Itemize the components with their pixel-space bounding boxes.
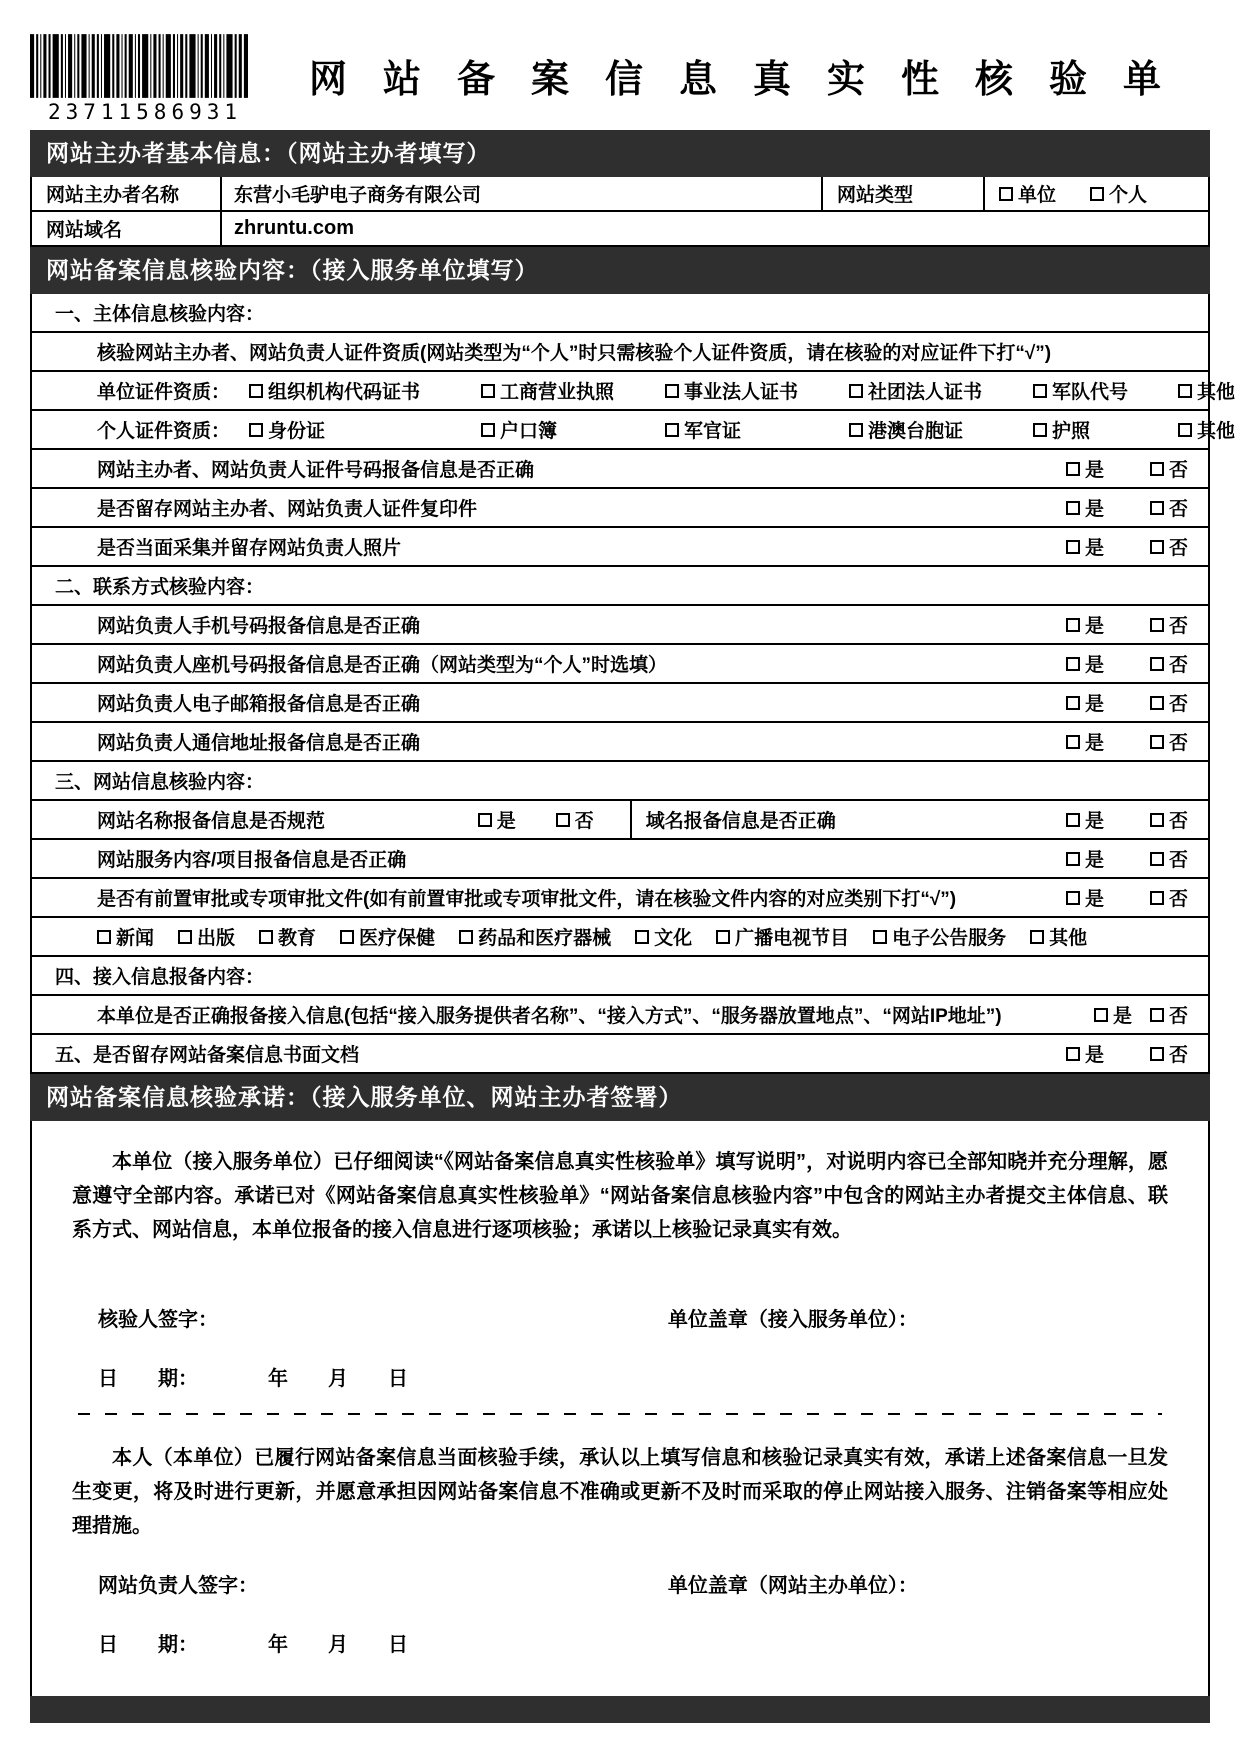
organizer-seal-label: 单位盖章（网站主办单位）： bbox=[667, 1575, 918, 1597]
no-checkbox[interactable] bbox=[1150, 1040, 1188, 1067]
no-label: 否 bbox=[1168, 889, 1188, 910]
checkbox-option-label: 工商营业执照 bbox=[500, 382, 615, 403]
yes-checkbox[interactable] bbox=[478, 806, 516, 833]
yes-no-group bbox=[1066, 455, 1196, 482]
unit-cert-checkbox-option[interactable] bbox=[665, 377, 849, 404]
checkbox-icon[interactable] bbox=[1066, 540, 1080, 554]
commitment-box bbox=[30, 1121, 1210, 1696]
yes-label: 是 bbox=[1112, 1006, 1132, 1027]
approval-category-checkbox-option[interactable] bbox=[259, 923, 316, 950]
site-name-domain-row bbox=[32, 801, 1208, 840]
yes-no-group bbox=[1066, 1040, 1196, 1067]
question-label: 网站负责人通信地址报备信息是否正确 bbox=[97, 733, 421, 754]
no-checkbox[interactable] bbox=[1150, 1001, 1188, 1028]
site-type-checkbox-option[interactable] bbox=[999, 180, 1056, 207]
checkbox-icon[interactable] bbox=[1150, 696, 1164, 710]
no-label: 否 bbox=[1168, 655, 1188, 676]
yes-no-group bbox=[1066, 533, 1196, 560]
domain-value: zhruntu.com bbox=[234, 217, 354, 239]
yes-label: 是 bbox=[1084, 811, 1104, 832]
yes-checkbox[interactable] bbox=[1066, 455, 1104, 482]
unit-cert-checkbox-option[interactable] bbox=[1178, 377, 1235, 404]
yes-checkbox[interactable] bbox=[1066, 689, 1104, 716]
checkbox-icon[interactable] bbox=[873, 930, 887, 944]
yes-label: 是 bbox=[1084, 538, 1104, 559]
barcode-number: 23711586931 bbox=[47, 100, 243, 124]
site-type-label: 网站类型 bbox=[821, 177, 983, 210]
question-label: 是否留存网站主办者、网站负责人证件复印件 bbox=[97, 499, 478, 520]
barcode-image bbox=[30, 34, 248, 98]
checkbox-icon[interactable] bbox=[1150, 1008, 1164, 1022]
isp-seal-label: 单位盖章（接入服务单位）： bbox=[667, 1309, 918, 1331]
checkbox-icon[interactable] bbox=[178, 930, 192, 944]
part4-heading-row bbox=[32, 957, 1208, 996]
checkbox-icon[interactable] bbox=[635, 930, 649, 944]
part3-heading-row bbox=[32, 762, 1208, 801]
question-label: 网站负责人电子邮箱报备信息是否正确 bbox=[97, 694, 421, 715]
basic-info-table bbox=[30, 177, 1210, 247]
section-commitment-title: 网站备案信息核验承诺：（接入服务单位、网站主办者签署） bbox=[46, 1084, 683, 1110]
personal-cert-checkbox-option[interactable] bbox=[1033, 416, 1178, 443]
unit-cert-row bbox=[32, 372, 1236, 411]
no-label: 否 bbox=[1168, 850, 1188, 871]
checkbox-option-label: 单位 bbox=[1018, 185, 1057, 206]
no-label: 否 bbox=[1168, 811, 1188, 832]
checkbox-option-label: 广播电视节目 bbox=[735, 928, 850, 949]
part2-heading: 二、联系方式核验内容： bbox=[55, 577, 265, 598]
checkbox-icon[interactable] bbox=[849, 423, 863, 437]
checkbox-icon[interactable] bbox=[1066, 696, 1080, 710]
mobile-question-row bbox=[32, 606, 1208, 645]
personal-cert-checkbox-option[interactable] bbox=[481, 416, 665, 443]
checkbox-icon[interactable] bbox=[1066, 462, 1080, 476]
no-label: 否 bbox=[574, 811, 594, 832]
date-label: 日 期： bbox=[98, 1634, 198, 1656]
checkbox-option-label: 电子公告服务 bbox=[892, 928, 1007, 949]
no-checkbox[interactable] bbox=[1150, 806, 1188, 833]
verifier-signature-row bbox=[72, 1303, 1168, 1332]
checkbox-icon[interactable] bbox=[1033, 423, 1047, 437]
no-label: 否 bbox=[1168, 616, 1188, 637]
checkbox-icon[interactable] bbox=[1150, 501, 1164, 515]
yes-label: 是 bbox=[1084, 499, 1104, 520]
approval-category-checkbox-option[interactable] bbox=[459, 923, 611, 950]
checkbox-icon[interactable] bbox=[1094, 1008, 1108, 1022]
photo-question-row bbox=[32, 528, 1208, 567]
yes-no-group bbox=[478, 806, 602, 833]
responsible-signature-label: 网站负责人签字： bbox=[98, 1575, 258, 1597]
checkbox-option-label: 其他 bbox=[1049, 928, 1088, 949]
checkbox-icon[interactable] bbox=[1066, 852, 1080, 866]
footer-bar bbox=[30, 1696, 1210, 1723]
checkbox-icon[interactable] bbox=[481, 423, 495, 437]
checkbox-icon[interactable] bbox=[1150, 618, 1164, 632]
checkbox-option-label: 医疗保健 bbox=[359, 928, 436, 949]
form-title: 网站备案信息真实性核验单 bbox=[308, 59, 1197, 101]
yes-checkbox[interactable] bbox=[1066, 806, 1104, 833]
no-checkbox[interactable] bbox=[1150, 728, 1188, 755]
approval-categories-row bbox=[32, 918, 1208, 957]
question-label: 网站名称报备信息是否规范 bbox=[97, 811, 326, 832]
checkbox-icon[interactable] bbox=[1150, 813, 1164, 827]
no-checkbox[interactable] bbox=[1150, 533, 1188, 560]
yes-label: 是 bbox=[496, 811, 516, 832]
approval-category-checkbox-option[interactable] bbox=[1030, 923, 1087, 950]
yes-checkbox[interactable] bbox=[1066, 845, 1104, 872]
section-basic-info-header bbox=[30, 130, 1210, 177]
part4-heading: 四、接入信息报备内容： bbox=[55, 967, 265, 988]
checkbox-icon[interactable] bbox=[665, 384, 679, 398]
checkbox-icon[interactable] bbox=[665, 423, 679, 437]
dashed-divider bbox=[78, 1413, 1162, 1415]
question-label: 网站负责人手机号码报备信息是否正确 bbox=[97, 616, 421, 637]
yes-no-group bbox=[1066, 884, 1196, 911]
question-label: 网站负责人座机号码报备信息是否正确（网站类型为“个人”时选填） bbox=[97, 655, 668, 676]
no-checkbox[interactable] bbox=[1150, 689, 1188, 716]
checkbox-option-label: 港澳台胞证 bbox=[868, 421, 964, 442]
section-verify-title: 网站备案信息核验内容：（接入服务单位填写） bbox=[46, 257, 539, 283]
personal-cert-checkbox-option[interactable] bbox=[849, 416, 1033, 443]
no-checkbox[interactable] bbox=[1150, 494, 1188, 521]
cert-number-question-row bbox=[32, 450, 1208, 489]
yes-checkbox[interactable] bbox=[1066, 494, 1104, 521]
checkbox-option-label: 其他 bbox=[1197, 421, 1236, 442]
yes-checkbox[interactable] bbox=[1066, 884, 1104, 911]
unit-cert-checkbox-option[interactable] bbox=[481, 377, 665, 404]
checkbox-option-label: 个人 bbox=[1109, 185, 1148, 206]
yes-no-group bbox=[1066, 650, 1196, 677]
commitment-paragraph-isp: 本单位（接入服务单位）已仔细阅读“《网站备案信息真实性核验单》填写说明”，对说明内容已全部知晓并充分理解，愿意遵守全部内容。承诺已对《网站备案信息真实性核验单》“网站备案信息核验内容”中包含的网站主办者提交主体信息、联系方式、网站信息，本单位报备的接入信息进行逐项核验；承诺以上核验记录真实有效。 bbox=[72, 1151, 1168, 1241]
checkbox-option-label: 军队代号 bbox=[1052, 382, 1129, 403]
checkbox-option-label: 组织机构代码证书 bbox=[268, 382, 421, 403]
no-label: 否 bbox=[1168, 694, 1188, 715]
question-label: 网站服务内容/项目报备信息是否正确 bbox=[97, 850, 407, 871]
no-checkbox[interactable] bbox=[556, 806, 594, 833]
approval-category-checkbox-option[interactable] bbox=[178, 923, 235, 950]
yes-checkbox[interactable] bbox=[1066, 533, 1104, 560]
yes-label: 是 bbox=[1084, 460, 1104, 481]
question-label: 是否当面采集并留存网站负责人照片 bbox=[97, 538, 402, 559]
checkbox-icon[interactable] bbox=[1150, 1047, 1164, 1061]
checkbox-icon[interactable] bbox=[259, 930, 273, 944]
checkbox-icon[interactable] bbox=[556, 813, 570, 827]
date-ymd-label: 年 月 日 bbox=[268, 1634, 408, 1656]
unit-cert-checkbox-option[interactable] bbox=[249, 377, 481, 404]
checkbox-option-label: 社团法人证书 bbox=[868, 382, 983, 403]
part2-heading-row bbox=[32, 567, 1208, 606]
checkbox-option-label: 护照 bbox=[1052, 421, 1091, 442]
section-verify-header bbox=[30, 247, 1210, 294]
verification-table bbox=[30, 294, 1236, 1074]
yes-no-group bbox=[1094, 1001, 1196, 1028]
approval-category-checkbox-option[interactable] bbox=[716, 923, 849, 950]
no-label: 否 bbox=[1168, 1045, 1188, 1066]
cert-copy-question-row bbox=[32, 489, 1208, 528]
part5-question-row bbox=[32, 1035, 1208, 1074]
personal-cert-checkbox-option[interactable] bbox=[1178, 416, 1235, 443]
yes-no-group bbox=[1066, 494, 1196, 521]
approval-category-checkbox-option[interactable] bbox=[97, 923, 154, 950]
no-label: 否 bbox=[1168, 733, 1188, 754]
part3-heading: 三、网站信息核验内容： bbox=[55, 772, 265, 793]
yes-label: 是 bbox=[1084, 616, 1104, 637]
yes-no-group bbox=[1066, 845, 1196, 872]
part5-heading: 五、是否留存网站备案信息书面文档 bbox=[55, 1045, 360, 1066]
verifier-date-row bbox=[72, 1362, 1168, 1391]
checkbox-icon[interactable] bbox=[1066, 891, 1080, 905]
section-basic-info-title: 网站主办者基本信息：（网站主办者填写） bbox=[46, 140, 491, 166]
checkbox-option-label: 事业法人证书 bbox=[684, 382, 799, 403]
checkbox-icon[interactable] bbox=[1150, 462, 1164, 476]
checkbox-icon[interactable] bbox=[340, 930, 354, 944]
address-question-row bbox=[32, 723, 1208, 762]
checkbox-option-label: 身份证 bbox=[268, 421, 326, 442]
checkbox-icon[interactable] bbox=[249, 384, 263, 398]
unit-cert-label: 单位证件资质： bbox=[97, 382, 231, 403]
cert-note: 核验网站主办者、网站负责人证件资质(网站类型为“个人”时只需核验个人证件资质，请在核验的对应证件下打“√”) bbox=[97, 343, 1052, 364]
yes-label: 是 bbox=[1084, 889, 1104, 910]
checkbox-icon[interactable] bbox=[249, 423, 263, 437]
date-label: 日 期： bbox=[98, 1368, 198, 1390]
site-type-options bbox=[983, 177, 1208, 210]
yes-checkbox[interactable] bbox=[1066, 611, 1104, 638]
checkbox-icon[interactable] bbox=[478, 813, 492, 827]
part1-heading-row bbox=[32, 294, 1208, 333]
checkbox-option-label: 出版 bbox=[197, 928, 236, 949]
no-label: 否 bbox=[1168, 1006, 1188, 1027]
checkbox-icon[interactable] bbox=[1033, 384, 1047, 398]
checkbox-option-label: 文化 bbox=[654, 928, 693, 949]
personal-cert-checkbox-option[interactable] bbox=[249, 416, 481, 443]
checkbox-icon[interactable] bbox=[1030, 930, 1044, 944]
cert-note-row bbox=[32, 333, 1208, 372]
checkbox-icon[interactable] bbox=[481, 384, 495, 398]
domain-question bbox=[632, 801, 1208, 838]
checkbox-icon[interactable] bbox=[1066, 735, 1080, 749]
yes-checkbox[interactable] bbox=[1066, 650, 1104, 677]
checkbox-icon[interactable] bbox=[1150, 852, 1164, 866]
verifier-signature-label: 核验人签字： bbox=[98, 1309, 218, 1331]
personal-cert-row bbox=[32, 411, 1236, 450]
checkbox-icon[interactable] bbox=[1066, 657, 1080, 671]
no-checkbox[interactable] bbox=[1150, 455, 1188, 482]
checkbox-icon[interactable] bbox=[1178, 423, 1192, 437]
yes-label: 是 bbox=[1084, 694, 1104, 715]
yes-checkbox[interactable] bbox=[1094, 1001, 1132, 1028]
personal-cert-options bbox=[249, 416, 1235, 443]
checkbox-icon[interactable] bbox=[1066, 501, 1080, 515]
section-commitment-header bbox=[30, 1074, 1210, 1121]
yes-label: 是 bbox=[1084, 850, 1104, 871]
yes-no-group bbox=[1066, 806, 1196, 833]
unit-cert-options bbox=[249, 377, 1235, 404]
organizer-row bbox=[32, 177, 1208, 212]
yes-checkbox[interactable] bbox=[1066, 728, 1104, 755]
no-checkbox[interactable] bbox=[1150, 845, 1188, 872]
checkbox-option-label: 其他 bbox=[1197, 382, 1236, 403]
organizer-name-value: 东营小毛驴电子商务有限公司 bbox=[234, 185, 482, 206]
checkbox-icon[interactable] bbox=[1150, 540, 1164, 554]
question-label: 是否有前置审批或专项审批文件(如有前置审批或专项审批文件，请在核验文件内容的对应类别下打“√”) bbox=[97, 889, 957, 910]
checkbox-option-label: 户口簿 bbox=[500, 421, 558, 442]
no-label: 否 bbox=[1168, 460, 1188, 481]
checkbox-icon[interactable] bbox=[849, 384, 863, 398]
yes-checkbox[interactable] bbox=[1066, 1040, 1104, 1067]
commitment-paragraph-organizer: 本人（本单位）已履行网站备案信息当面核验手续，承认以上填写信息和核验记录真实有效，承诺上述备案信息一旦发生变更，将及时进行更新，并愿意承担因网站备案信息不准确或更新不及时而采取的停止网站接入服务、注销备案等相应处理措施。 bbox=[72, 1447, 1168, 1537]
checkbox-icon[interactable] bbox=[1066, 618, 1080, 632]
date-ymd-label: 年 月 日 bbox=[268, 1368, 408, 1390]
approval-categories bbox=[97, 923, 1087, 950]
email-question-row bbox=[32, 684, 1208, 723]
form-header bbox=[30, 0, 1210, 130]
no-checkbox[interactable] bbox=[1150, 611, 1188, 638]
checkbox-option-label: 军官证 bbox=[684, 421, 742, 442]
site-type-checkbox-option[interactable] bbox=[1090, 180, 1147, 207]
organizer-name-label: 网站主办者名称 bbox=[32, 177, 222, 210]
checkbox-icon[interactable] bbox=[999, 187, 1013, 201]
checkbox-icon[interactable] bbox=[1066, 1047, 1080, 1061]
question-label: 本单位是否正确报备接入信息(包括“接入服务提供者名称”、“接入方式”、“服务器放置地点”、“网站IP地址”) bbox=[97, 1006, 1002, 1027]
unit-cert-checkbox-option[interactable] bbox=[1033, 377, 1178, 404]
site-name-question bbox=[32, 801, 632, 838]
checkbox-option-label: 教育 bbox=[278, 928, 317, 949]
checkbox-icon[interactable] bbox=[716, 930, 730, 944]
checkbox-option-label: 药品和医疗器械 bbox=[478, 928, 612, 949]
checkbox-icon[interactable] bbox=[1090, 187, 1104, 201]
personal-cert-checkbox-option[interactable] bbox=[665, 416, 849, 443]
no-checkbox[interactable] bbox=[1150, 884, 1188, 911]
domain-label: 网站域名 bbox=[32, 212, 222, 245]
approval-category-checkbox-option[interactable] bbox=[873, 923, 1006, 950]
responsible-date-row bbox=[72, 1628, 1168, 1657]
unit-cert-checkbox-option[interactable] bbox=[849, 377, 1033, 404]
checkbox-icon[interactable] bbox=[1150, 891, 1164, 905]
access-info-question-row bbox=[32, 996, 1208, 1035]
no-checkbox[interactable] bbox=[1150, 650, 1188, 677]
personal-cert-label: 个人证件资质： bbox=[97, 421, 231, 442]
part1-heading: 一、主体信息核验内容： bbox=[55, 304, 265, 325]
approval-category-checkbox-option[interactable] bbox=[340, 923, 435, 950]
yes-label: 是 bbox=[1084, 1045, 1104, 1066]
yes-no-group bbox=[1066, 689, 1196, 716]
checkbox-icon[interactable] bbox=[1150, 657, 1164, 671]
checkbox-icon[interactable] bbox=[97, 930, 111, 944]
approval-category-checkbox-option[interactable] bbox=[635, 923, 692, 950]
yes-no-group bbox=[1066, 611, 1196, 638]
question-label: 网站主办者、网站负责人证件号码报备信息是否正确 bbox=[97, 460, 535, 481]
yes-label: 是 bbox=[1084, 733, 1104, 754]
barcode-block bbox=[30, 34, 260, 124]
landline-question-row bbox=[32, 645, 1208, 684]
checkbox-option-label: 新闻 bbox=[116, 928, 155, 949]
checkbox-icon[interactable] bbox=[1178, 384, 1192, 398]
yes-label: 是 bbox=[1084, 655, 1104, 676]
no-label: 否 bbox=[1168, 499, 1188, 520]
domain-row bbox=[32, 212, 1208, 247]
responsible-signature-row bbox=[72, 1569, 1168, 1598]
no-label: 否 bbox=[1168, 538, 1188, 559]
approval-question-row bbox=[32, 879, 1208, 918]
checkbox-icon[interactable] bbox=[459, 930, 473, 944]
yes-no-group bbox=[1066, 728, 1196, 755]
question-label: 域名报备信息是否正确 bbox=[645, 811, 836, 832]
checkbox-icon[interactable] bbox=[1066, 813, 1080, 827]
service-question-row bbox=[32, 840, 1208, 879]
checkbox-icon[interactable] bbox=[1150, 735, 1164, 749]
